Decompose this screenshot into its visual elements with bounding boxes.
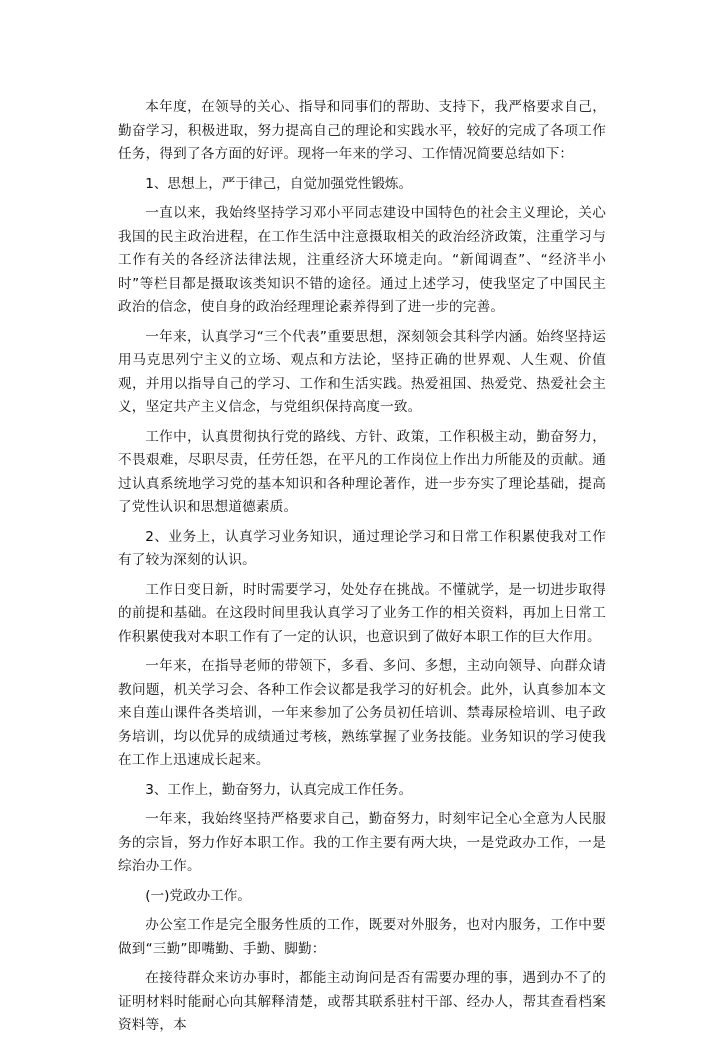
section-2-heading: 2、业务上，认真学习业务知识，通过理论学习和日常工作积累使我对工作有了较为深刻的认识。 <box>118 528 606 568</box>
section-2-paragraph-2: 一年来，在指导老师的带领下，多看、多问、多想，主动向领导、向群众请教问题，机关学习会、各种工作会议都是我学习的好机会。此外，认真参加本文来自莲山课件各类培训，一年来参加了公务员初任培训、禁毒尿检培训、电子政务培训，均以优异的成绩通过考核，熟练掌握了业务技能。业务知识的学习使我在工作上迅速成长起来。 <box>118 658 606 768</box>
section-1-paragraph-2: 一年来，认真学习“三个代表”重要思想，深刻领会其科学内涵。始终坚持运用马克思列宁主义的立场、观点和方法论，坚持正确的世界观、人生观、价值观，并用以指导自己的学习、工作和生活实践。热爱祖国、热爱党、热爱社会主义，坚定共产主义信念，与党组织保持高度一致。 <box>118 328 606 415</box>
section-1-paragraph-3: 工作中，认真贯彻执行党的路线、方针、政策，工作积极主动，勤奋努力，不畏艰难，尽职尽责，任劳任怨，在平凡的工作岗位上作出力所能及的贡献。通过认真系统地学习党的基本知识和各种理论著作，进一步夯实了理论基础，提高了党性认识和思想道德素质。 <box>118 428 606 515</box>
document-page <box>118 96 606 1044</box>
section-3-heading: 3、工作上，勤奋努力，认真完成工作任务。 <box>145 781 413 798</box>
subsection-1-heading: (一)党政办工作。 <box>145 887 251 904</box>
section-3-paragraph-1: 一年来，我始终坚持严格要求自己，勤奋努力，时刻牢记全心全意为人民服务的宗旨，努力作好本职工作。我的工作主要有两大块，一是党政办工作，一是综治办工作。 <box>118 811 606 874</box>
subsection-1-paragraph-1: 办公室工作是完全服务性质的工作，既要对外服务，也对内服务，工作中要做到“三勤”即嘴勤、手勤、脚勤： <box>118 917 606 957</box>
subsection-1-paragraph-2: 在接待群众来访办事时，都能主动询问是否有需要办理的事，遇到办不了的证明材料时能耐心向其解释清楚，或帮其联系驻村干部、经办人，帮其查看档案资料等，本 <box>118 970 606 1033</box>
section-1-paragraph-1: 一直以来，我始终坚持学习邓小平同志建设中国特色的社会主义理论，关心我国的民主政治进程，在工作生活中注意摄取相关的政治经济政策，注重学习与工作有关的各经济法律法规，注重经济大环境走向。“新闻调查”、“经济半小时”等栏目都是摄取该类知识不错的途径。通过上述学习，使我坚定了中国民主政治的信念，使自身的政治经理理论素养得到了进一步的完善。 <box>118 205 606 315</box>
intro-paragraph: 本年度，在领导的关心、指导和同事们的帮助、支持下，我严格要求自己，勤奋学习，积极进取，努力提高自己的理论和实践水平，较好的完成了各项工作任务，得到了各方面的好评。现将一年来的学习、工作情况简要总结如下： <box>118 99 606 162</box>
section-2-paragraph-1: 工作日变日新，时时需要学习，处处存在挑战。不懂就学，是一切进步取得的前提和基础。在这段时间里我认真学习了业务工作的相关资料，再加上日常工作积累使我对本职工作有了一定的认识，也意识到了做好本职工作的巨大作用。 <box>118 581 606 645</box>
section-1-heading: 1、思想上，严于律己，自觉加强党性锻炼。 <box>145 175 413 192</box>
